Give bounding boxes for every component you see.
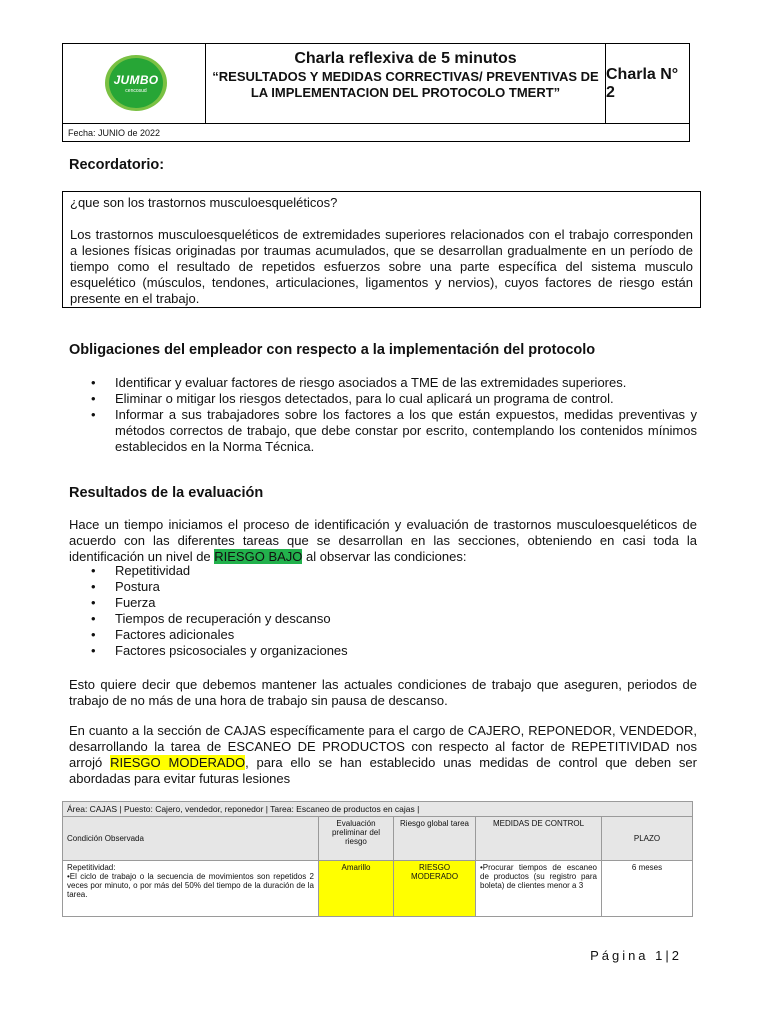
intro-text: Hace un tiempo iniciamos el proceso de identificación y evaluación de trastornos musculoesqueléticos de acuerdo con las diferentes tareas que se desarrollan en las secciones, obteniendo en casi toda la identificación un nivel de <box>69 517 697 564</box>
table-cell-evaluacion: Amarillo <box>319 861 394 917</box>
para2-text: En cuanto a la sección de CAJAS específicamente para el cargo de CAJERO, REPONEDOR, VENDEDOR, desarrollando la tarea de ESCANEO DE PRODUCTOS con respecto al factor de REPETITIVIDAD nos arrojó <box>69 723 697 770</box>
recordatorio-question: ¿que son los trastornos musculoesqueléticos? <box>70 195 338 210</box>
table-header: PLAZO <box>602 817 693 861</box>
condicion-text: •El ciclo de trabajo o la secuencia de movimientos son repetidos 2 veces por minuto, o por más del 50% del tiempo de la duración de la tarea. <box>67 872 314 899</box>
table-header: MEDIDAS DE CONTROL <box>476 817 602 861</box>
table-cell-medidas: •Procurar tiempos de escaneo de productos (su registro para boleta) de clientes menor a 3 <box>476 861 602 917</box>
riesgo-moderado-highlight: RIESGO MODERADO <box>110 755 246 770</box>
table-cell-condicion <box>63 861 319 917</box>
conditions-list <box>69 563 697 659</box>
para2-text-end: , para ello se han establecido unas medidas de control que deben ser abordadas para evitar futuras lesiones <box>69 755 697 786</box>
logo-cell <box>63 44 206 123</box>
list-item: • Postura <box>69 579 697 595</box>
resultados-heading: Resultados de la evaluación <box>69 485 264 501</box>
list-item: • Informar a sus trabajadores sobre los factores a los que están expuestos, medidas preventivas y métodos correctos de trabajo, que debe constar por escrito, contemplando los contenidos mínimos establecidos en la Norma Técnica. <box>69 407 697 455</box>
table-header: Riesgo global tarea <box>394 817 476 861</box>
recordatorio-heading: Recordatorio: <box>69 157 165 173</box>
list-item: • Factores psicosociales y organizaciones <box>69 643 697 659</box>
list-item: • Repetitividad <box>69 563 697 579</box>
charla-number: Charla N° 2 <box>606 65 679 101</box>
resultados-intro <box>69 517 697 565</box>
document-subtitle: “RESULTADOS Y MEDIDAS CORRECTIVAS/ PREVENTIVAS DE LA IMPLEMENTACION DEL PROTOCOLO TMERT” <box>212 69 599 100</box>
table-area-row: Área: CAJAS | Puesto: Cajero, vendedor, reponedor | Tarea: Escaneo de productos en cajas | <box>63 802 693 817</box>
recordatorio-box <box>62 191 701 308</box>
obligaciones-list <box>69 375 697 455</box>
condicion-title: Repetitividad: <box>67 863 116 872</box>
fecha: Fecha: JUNIO de 2022 <box>63 123 689 142</box>
obligaciones-heading: Obligaciones del empleador con respecto a la implementación del protocolo <box>69 342 596 358</box>
table-header: Evaluación preliminar del riesgo <box>319 817 394 861</box>
document-title: Charla reflexiva de 5 minutos <box>294 50 517 67</box>
riesgo-bajo-highlight: RIESGO BAJO <box>214 549 303 564</box>
list-item: • Tiempos de recuperación y descanso <box>69 611 697 627</box>
title-cell <box>206 44 606 123</box>
table-cell-riesgo: RIESGO MODERADO <box>394 861 476 917</box>
list-item: • Fuerza <box>69 595 697 611</box>
paragraph-2 <box>69 723 697 787</box>
page-number: Página 1|2 <box>590 948 682 963</box>
paragraph-1: Esto quiere decir que debemos mantener las actuales condiciones de trabajo que aseguren, periodos de trabajo de no más de una hora de trabajo sin pausa de descanso. <box>69 677 697 708</box>
intro-text-end: al observar las condiciones: <box>302 549 467 564</box>
list-item: • Eliminar o mitigar los riesgos detectados, para lo cual aplicará un programa de control. <box>69 391 697 407</box>
header-table <box>62 43 690 142</box>
logo-text: JUMBO <box>113 72 159 87</box>
table-header: Condición Observada <box>63 817 319 861</box>
evaluation-table <box>62 801 693 917</box>
table-cell-plazo: 6 meses <box>602 861 693 917</box>
list-item: • Factores adicionales <box>69 627 697 643</box>
jumbo-logo <box>105 55 167 111</box>
logo-subtext: cencosud <box>125 87 147 94</box>
list-item: • Identificar y evaluar factores de riesgo asociados a TME de las extremidades superiores. <box>69 375 697 391</box>
recordatorio-body: Los trastornos musculoesqueléticos de extremidades superiores relacionados con el trabajo corresponden a lesiones físicas originadas por traumas acumulados, que se desarrollan gradualmente en un período de tiempo como el resultado de repetidos esfuerzos sobre una parte específica del sistema musculo esquelético (músculos, tendones, articulaciones, ligamentos y nervios), cuyos factores de riesgo están presente en el trabajo. <box>70 227 693 306</box>
